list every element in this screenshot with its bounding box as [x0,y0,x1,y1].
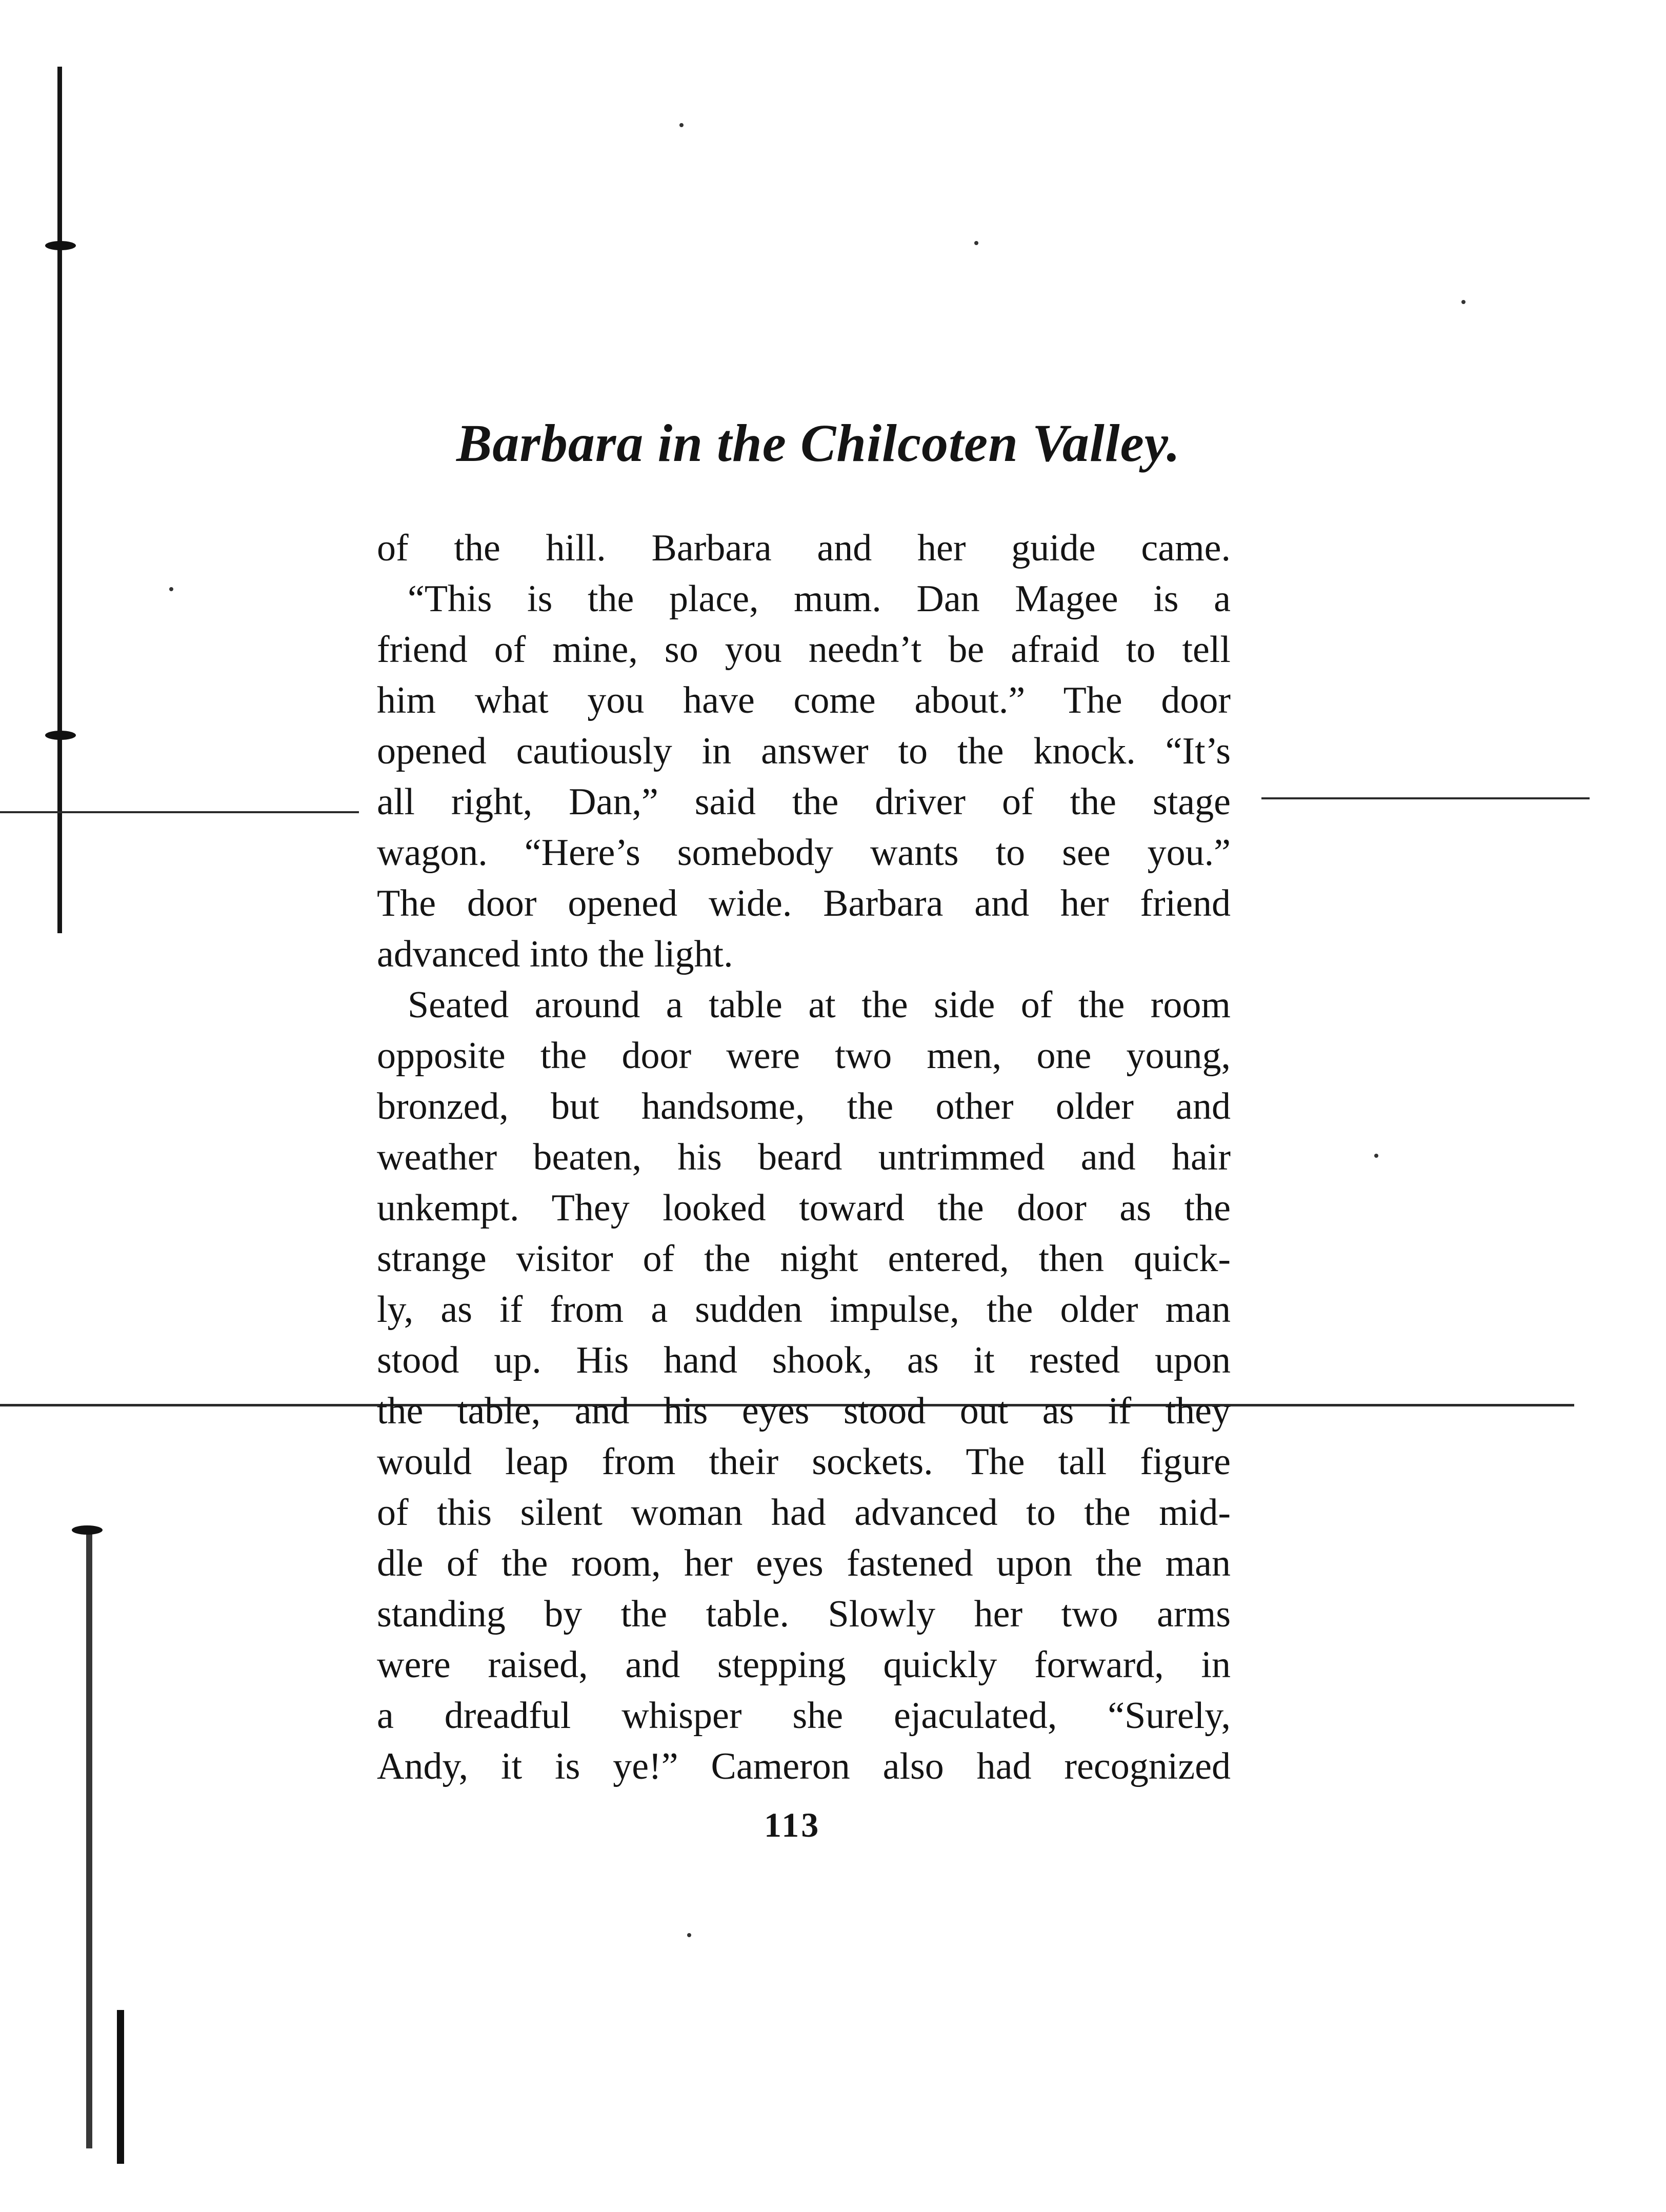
text-line: him what you have come about.” The door [377,679,1231,721]
text-line: were raised, and stepping quickly forward, in [377,1644,1231,1686]
scan-horizontal-line [1261,797,1590,799]
scan-horizontal-line [0,811,359,813]
text-line: friend of mine, so you needn’t be afraid to tell [377,629,1231,671]
text-line: all right, Dan,” said the driver of the stage [377,781,1231,823]
scan-margin-mark [72,1525,103,1535]
text-line: wagon. “Here’s somebody wants to see you.” [377,832,1231,874]
text-line: unkempt. They looked toward the door as the [377,1187,1231,1229]
text-line: strange visitor of the night entered, then quick- [377,1238,1231,1280]
text-line: Andy, it is ye!” Cameron also had recognized [377,1745,1231,1787]
text-line: stood up. His hand shook, as it rested upon [377,1339,1231,1381]
scan-margin-line [117,2010,124,2164]
text-line: of this silent woman had advanced to the mid- [377,1492,1231,1534]
scan-speck [974,241,978,245]
scan-speck [679,123,684,127]
scan-margin-line [57,67,62,933]
text-line: of the hill. Barbara and her guide came. [377,527,1231,569]
text-line: advanced into the light. [377,933,733,975]
text-line: opened cautiously in answer to the knock. “It’s [377,730,1231,772]
scan-speck [169,587,173,591]
text-line: dle of the room, her eyes fastened upon the man [377,1542,1231,1584]
scan-speck [1374,1154,1378,1158]
text-line: a dreadful whisper she ejaculated, “Surely, [377,1695,1231,1737]
text-line: ly, as if from a sudden impulse, the older man [377,1289,1231,1331]
scan-speck [1461,300,1466,304]
scan-margin-line [86,1533,92,2148]
text-line: “This is the place, mum. Dan Magee is a [408,578,1231,620]
scan-margin-mark [45,241,76,250]
running-header: Barbara in the Chilcoten Valley. [456,414,1181,473]
text-line: The door opened wide. Barbara and her friend [377,882,1231,924]
text-line: standing by the table. Slowly her two arms [377,1593,1231,1635]
text-line: bronzed, but handsome, the other older and [377,1085,1231,1128]
scan-margin-mark [45,731,76,740]
text-line: Seated around a table at the side of the room [408,984,1231,1026]
scan-speck [687,1933,691,1937]
text-line: the table, and his eyes stood out as if they [377,1390,1231,1432]
text-line: would leap from their sockets. The tall figure [377,1441,1231,1483]
page-number: 113 [764,1805,821,1844]
text-line: weather beaten, his beard untrimmed and hair [377,1136,1231,1178]
text-line: opposite the door were two men, one young, [377,1035,1231,1077]
body-text [377,523,1231,1792]
